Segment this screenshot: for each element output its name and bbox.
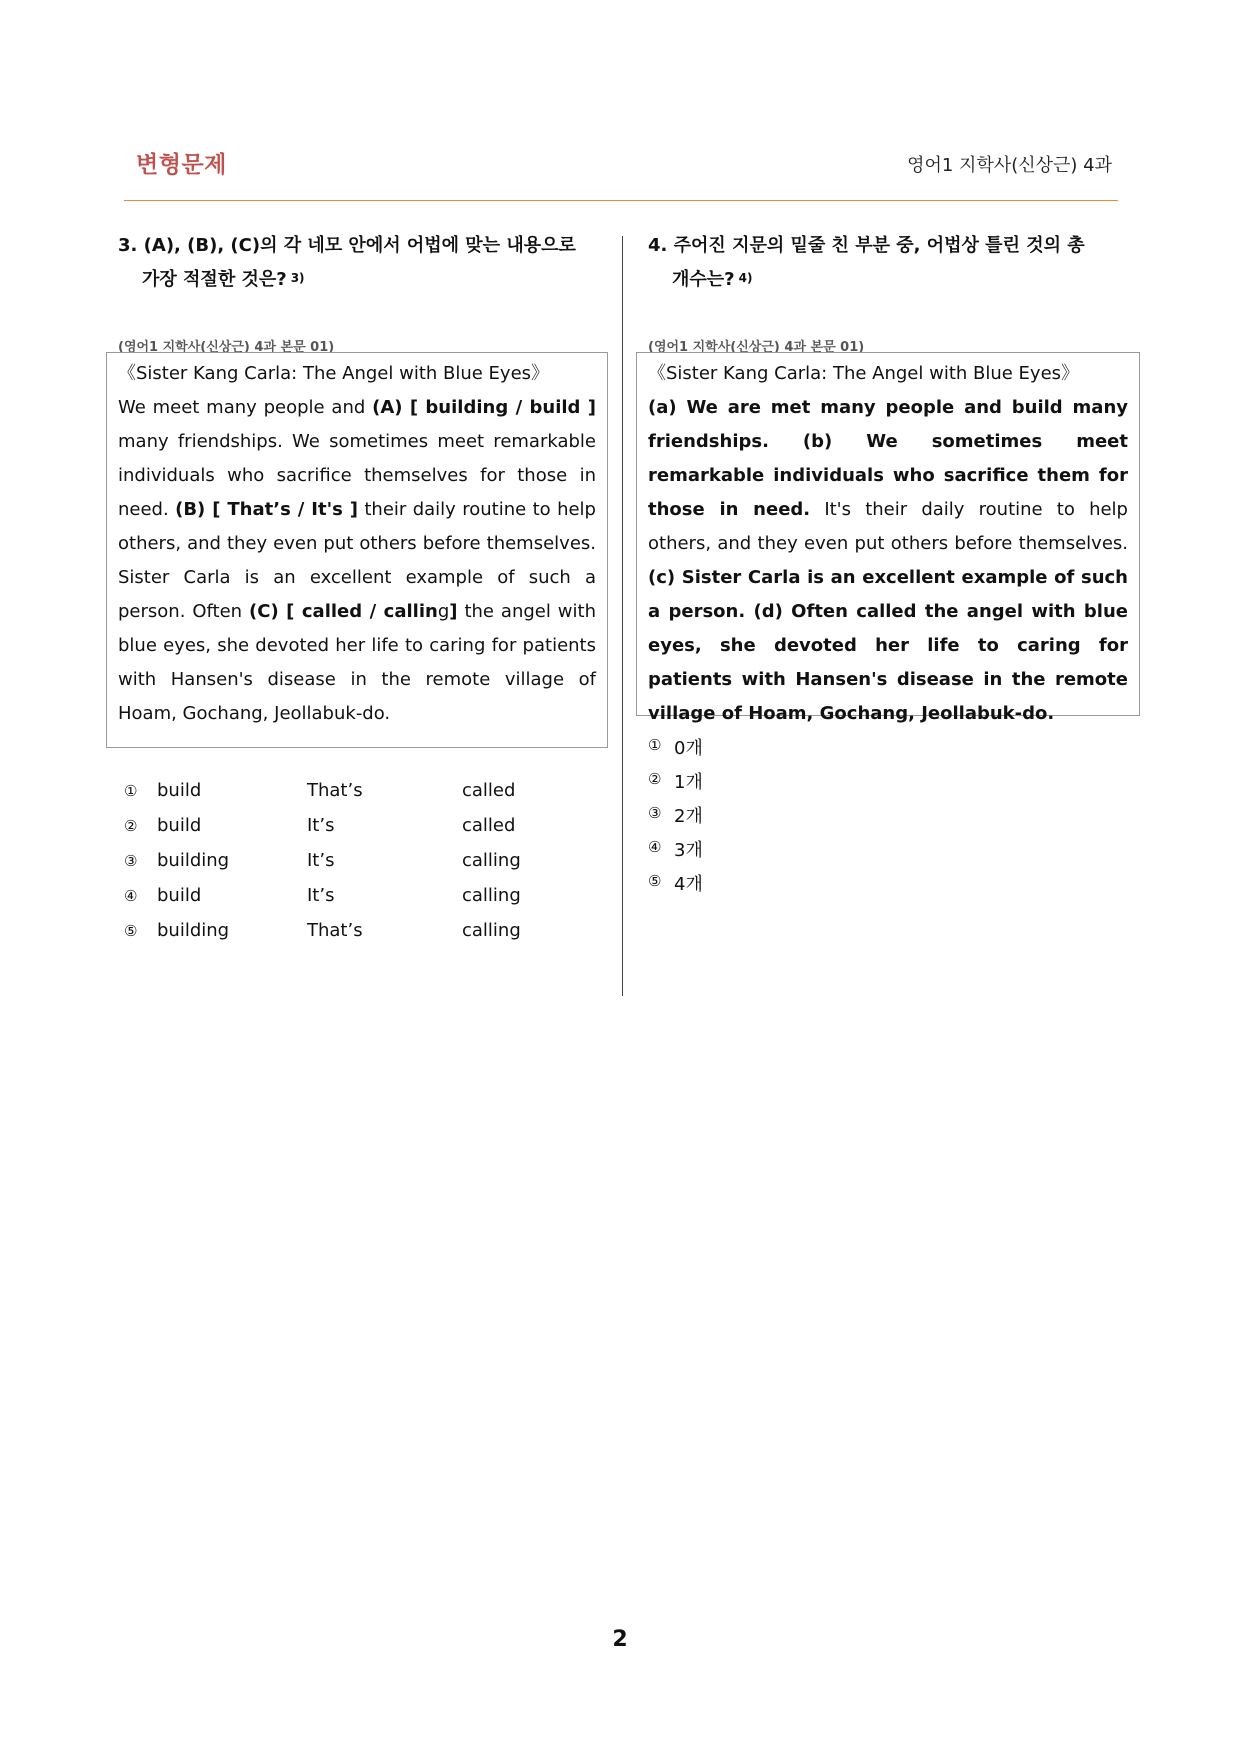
question-3-footnote: 3) bbox=[290, 271, 305, 285]
choice-number: ② bbox=[124, 817, 138, 835]
choice-number: ① bbox=[648, 736, 662, 754]
section-title: 변형문제 bbox=[136, 152, 227, 178]
blank-b: (B) [ That’s / It's ] bbox=[175, 499, 358, 520]
question-3-choices bbox=[124, 780, 584, 955]
underlined-parts-cd: (c) Sister Carla is an excellent example of such a person. (d) Often called the angel with blue eyes, she devoted her life to caring for patients with Hansen's disease in the remote village of Hoam, Gochang, Jeollabuk-do. bbox=[648, 567, 1128, 724]
choice-3[interactable]: ③ building It’s calling bbox=[124, 850, 521, 871]
passage-title: 《Sister Kang Carla: The Angel with Blue Eyes》 bbox=[118, 363, 550, 384]
choice-number: ③ bbox=[124, 852, 138, 870]
question-4-number: 4. bbox=[648, 235, 668, 256]
question-4-source: (영어1 지학사(신상근) 4과 본문 01) bbox=[648, 340, 865, 355]
choice-5[interactable]: ⑤ building That’s calling bbox=[124, 920, 521, 941]
choice-2[interactable]: ② build It’s called bbox=[124, 815, 516, 836]
page-number: 2 bbox=[612, 1627, 628, 1652]
header-divider bbox=[124, 200, 1118, 201]
question-4-footnote: 4) bbox=[738, 271, 753, 285]
choice-number: ⑤ bbox=[124, 922, 138, 940]
choice-number: ⑤ bbox=[648, 872, 662, 890]
choice-number: ④ bbox=[124, 887, 138, 905]
passage-title: 《Sister Kang Carla: The Angel with Blue Eyes》 bbox=[648, 363, 1080, 384]
blank-a: (A) [ building / build ] bbox=[372, 397, 596, 418]
choice-number: ③ bbox=[648, 804, 662, 822]
question-3-title-line1: (A), (B), (C)의 각 네모 안에서 어법에 맞는 내용으로 bbox=[143, 235, 576, 256]
column-divider bbox=[622, 236, 623, 996]
choice-3[interactable]: ③ 2개 bbox=[648, 804, 703, 827]
choice-4[interactable]: ④ 3개 bbox=[648, 838, 703, 861]
question-3-title-line2: 가장 적절한 것은? bbox=[142, 269, 287, 290]
choice-2[interactable]: ② 1개 bbox=[648, 770, 703, 793]
question-4-title-line2: 개수는? bbox=[672, 269, 735, 290]
choice-5[interactable]: ⑤ 4개 bbox=[648, 872, 703, 895]
passage-body: We meet many people and (A) [ building / build ] many friendships. We sometimes meet remarkable individuals who sacrifice themselves for those in need. (B) [ That’s / It's ] their daily routine to help others, and they even put others before themselves. Sister Carla is an excellent example of such a person. Often (C) [ called / calling] the angel with blue eyes, she devoted her life to caring for patients with Hansen's disease in the remote village of Hoam, Gochang, Jeollabuk-do. bbox=[118, 397, 596, 724]
choice-1[interactable]: ① 0개 bbox=[648, 736, 703, 759]
choice-4[interactable]: ④ build It’s calling bbox=[124, 885, 521, 906]
question-3-title bbox=[118, 229, 588, 296]
underlined-parts-ab: (a) We are met many people and build many friendships. (b) We sometimes meet remarkable individuals who sacrifice them for those in need. bbox=[648, 397, 1128, 520]
question-3-passage bbox=[106, 352, 608, 748]
passage-body: (a) We are met many people and build many friendships. (b) We sometimes meet remarkable individuals who sacrifice them for those in need. It's their daily routine to help others, and they even put others before themselves. (c) Sister Carla is an excellent example of such a person. (d) Often called the angel with blue eyes, she devoted her life to caring for patients with Hansen's disease in the remote village of Hoam, Gochang, Jeollabuk-do. bbox=[648, 397, 1128, 724]
question-3-source: (영어1 지학사(신상근) 4과 본문 01) bbox=[118, 340, 335, 355]
course-title: 영어1 지학사(신상근) 4과 bbox=[907, 155, 1112, 176]
question-4-choices bbox=[648, 734, 848, 904]
question-4-title bbox=[648, 229, 1108, 296]
question-4-title-line1: 주어진 지문의 밑줄 친 부분 중, 어법상 틀린 것의 총 bbox=[673, 235, 1085, 256]
choice-number: ④ bbox=[648, 838, 662, 856]
choice-1[interactable]: ① build That’s called bbox=[124, 780, 516, 801]
question-3-number: 3. bbox=[118, 235, 138, 256]
choice-number: ② bbox=[648, 770, 662, 788]
question-4-passage bbox=[636, 352, 1140, 724]
blank-c: (C) [ called / callin bbox=[249, 601, 438, 622]
choice-number: ① bbox=[124, 782, 138, 800]
